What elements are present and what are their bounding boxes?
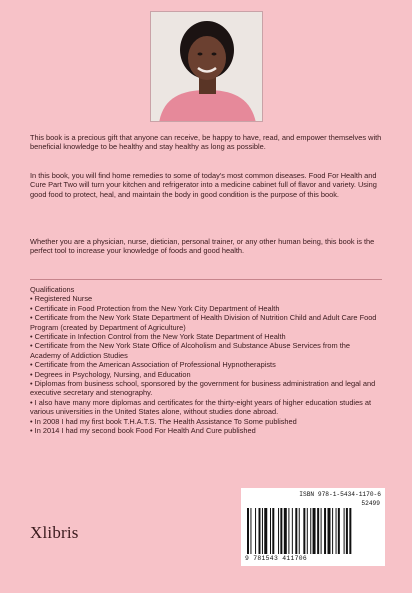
qualification-item: • Diplomas from business school, sponsored by the government for business administration and legal and executive secretary and stenography. <box>30 379 376 398</box>
paragraph-3: Whether you are a physician, nurse, dietician, personal trainer, or any other human being, this book is the perfect tool to increase your knowledge of foods and good health. <box>30 237 375 256</box>
isbn-label: ISBN 978-1-5434-1170-6 <box>299 491 381 498</box>
author-photo <box>150 11 263 122</box>
qualification-item: • Certificate in Food Protection from the New York City Department of Health <box>30 303 280 313</box>
qualification-item: • Certificate from the New York State Department of Health Division of Nutrition Child and Adult Care Food Program (created by Department of Agriculture) <box>30 313 377 332</box>
qualification-item: • Certificate from the New York State Office of Alcoholism and Substance Abuse Services from the Academy of Addiction Studies <box>30 341 350 360</box>
qualification-item: • Registered Nurse <box>30 294 93 304</box>
qualifications-section <box>30 285 382 436</box>
description-paragraph <box>30 171 382 199</box>
qualification-item: • Certificate from the American Association of Professional Hypnotherapists <box>30 360 276 370</box>
section-divider <box>30 279 382 280</box>
qualification-item: • Degrees in Psychology, Nursing, and Education <box>30 369 191 379</box>
qualification-item: • Certificate in Infection Control from the New York State Department of Health <box>30 332 286 342</box>
qualification-item: • In 2014 I had my second book Food For Health And Cure published <box>30 426 256 436</box>
qualification-item: • In 2008 I had my first book T.H.A.T.S. The Health Assistance To Some published <box>30 416 297 426</box>
qualification-item: • I also have many more diplomas and certificates for the thirty-eight years of higher education studies at various universities in the United States alone, without studies done abroad. <box>30 397 372 417</box>
barcode-bars <box>245 508 381 554</box>
price-code: 52499 <box>361 500 380 507</box>
intro-paragraph <box>30 133 382 152</box>
paragraph-1: This book is a precious gift that anyone can receive, be happy to have, read, and empower themselves with beneficial knowledge to be healthy and stay healthy as long as possible. <box>30 133 382 152</box>
isbn-barcode <box>241 488 385 566</box>
isbn-digits: 9 781543 411706 <box>245 555 308 562</box>
publisher-logo: Xlibris <box>30 523 79 542</box>
paragraph-2: In this book, you will find home remedies to some of today's most common diseases. Food For Health and Cure Part Two will turn your kitchen and refrigerator into a medicine cabinet full of flavor and variety. Using good food to protect, heal, and maintain the body in good condition is the purpose of this book. <box>30 171 377 199</box>
audience-paragraph <box>30 237 382 256</box>
qualifications-heading: Qualifications <box>30 285 75 294</box>
qualifications-list <box>30 294 382 435</box>
